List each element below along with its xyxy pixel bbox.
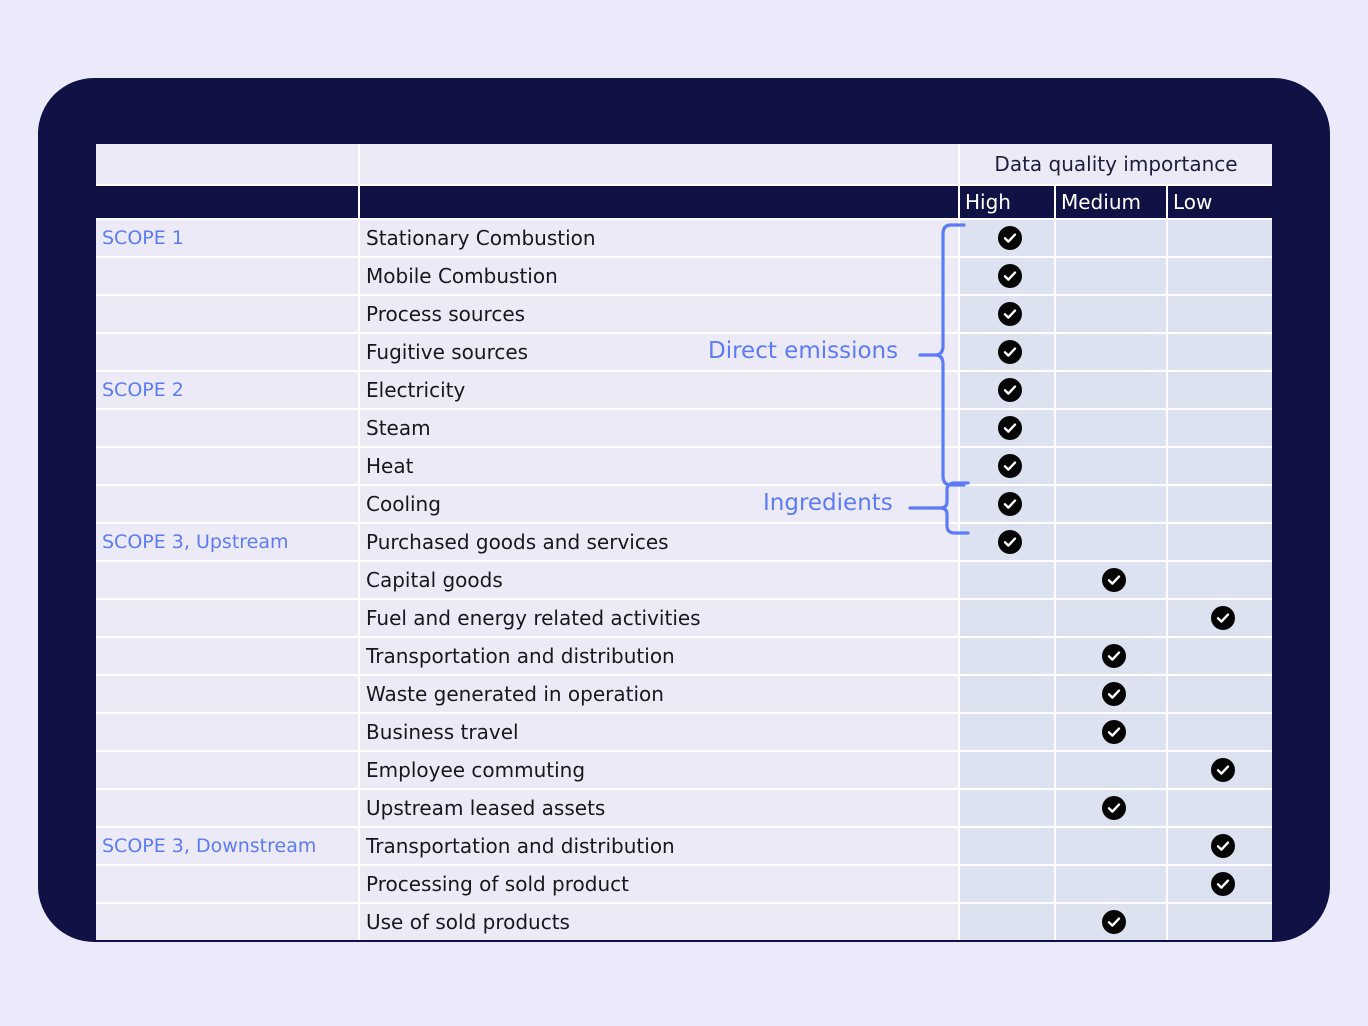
check-circle-icon xyxy=(998,492,1022,516)
scope-cell xyxy=(96,752,360,790)
category-cell: Upstream leased assets xyxy=(360,790,960,828)
importance-cell-medium[interactable] xyxy=(1056,866,1168,904)
header-level-low: Low xyxy=(1168,186,1272,220)
table-row xyxy=(96,676,1272,714)
importance-cell-high[interactable] xyxy=(960,600,1056,638)
importance-cell-high[interactable] xyxy=(960,904,1056,940)
check-circle-icon xyxy=(998,378,1022,402)
importance-cell-medium[interactable] xyxy=(1056,372,1168,410)
category-cell: Cooling xyxy=(360,486,960,524)
header-blank-category xyxy=(360,144,960,186)
importance-cell-high[interactable] xyxy=(960,410,1056,448)
table-row xyxy=(96,258,1272,296)
check-circle-icon xyxy=(998,416,1022,440)
importance-cell-low[interactable] xyxy=(1168,866,1272,904)
importance-cell-high[interactable] xyxy=(960,866,1056,904)
category-cell: Mobile Combustion xyxy=(360,258,960,296)
header-group-row xyxy=(96,144,1272,186)
table-row xyxy=(96,220,1272,258)
importance-cell-low[interactable] xyxy=(1168,904,1272,940)
scope-cell xyxy=(96,410,360,448)
scope-cell xyxy=(96,486,360,524)
importance-cell-medium[interactable] xyxy=(1056,714,1168,752)
table-row xyxy=(96,486,1272,524)
table-row xyxy=(96,410,1272,448)
importance-cell-high[interactable] xyxy=(960,638,1056,676)
scope-cell xyxy=(96,296,360,334)
importance-cell-low[interactable] xyxy=(1168,296,1272,334)
table-row xyxy=(96,334,1272,372)
importance-cell-high[interactable] xyxy=(960,676,1056,714)
check-circle-icon xyxy=(1211,606,1235,630)
check-circle-icon xyxy=(1211,834,1235,858)
category-cell: Purchased goods and services xyxy=(360,524,960,562)
table-row xyxy=(96,448,1272,486)
importance-cell-medium[interactable] xyxy=(1056,676,1168,714)
header-level-high: High xyxy=(960,186,1056,220)
check-circle-icon xyxy=(998,302,1022,326)
importance-cell-medium[interactable] xyxy=(1056,752,1168,790)
check-circle-icon xyxy=(998,530,1022,554)
matrix-table xyxy=(96,144,1272,940)
category-cell: Transportation and distribution xyxy=(360,828,960,866)
table-row xyxy=(96,638,1272,676)
scope-cell xyxy=(96,714,360,752)
importance-cell-low[interactable] xyxy=(1168,752,1272,790)
scope-cell xyxy=(96,638,360,676)
importance-cell-high[interactable] xyxy=(960,334,1056,372)
check-circle-icon xyxy=(1102,682,1126,706)
scope-cell xyxy=(96,676,360,714)
importance-cell-low[interactable] xyxy=(1168,410,1272,448)
category-cell: Business travel xyxy=(360,714,960,752)
importance-cell-medium[interactable] xyxy=(1056,638,1168,676)
importance-cell-high[interactable] xyxy=(960,562,1056,600)
curly-brace-icon-ingredients xyxy=(910,480,970,536)
table-row xyxy=(96,866,1272,904)
scope-cell xyxy=(96,562,360,600)
data-quality-matrix xyxy=(96,144,1272,934)
importance-cell-medium[interactable] xyxy=(1056,410,1168,448)
scope-cell xyxy=(96,866,360,904)
table-row xyxy=(96,600,1272,638)
header-data-quality-importance: Data quality importance xyxy=(960,144,1272,186)
importance-cell-low[interactable] xyxy=(1168,638,1272,676)
importance-cell-low[interactable] xyxy=(1168,372,1272,410)
header-blank-scope xyxy=(96,144,360,186)
category-cell: Heat xyxy=(360,448,960,486)
category-cell: Fuel and energy related activities xyxy=(360,600,960,638)
category-cell: Processing of sold product xyxy=(360,866,960,904)
curly-brace-icon-direct-emissions xyxy=(920,222,966,488)
importance-cell-low[interactable] xyxy=(1168,714,1272,752)
table-row xyxy=(96,904,1272,940)
importance-cell-high[interactable] xyxy=(960,752,1056,790)
table-row xyxy=(96,828,1272,866)
check-circle-icon xyxy=(998,226,1022,250)
table-row xyxy=(96,562,1272,600)
importance-cell-medium[interactable] xyxy=(1056,828,1168,866)
scope-cell: SCOPE 3, Upstream xyxy=(96,524,360,562)
table-row xyxy=(96,752,1272,790)
importance-cell-medium[interactable] xyxy=(1056,448,1168,486)
importance-cell-medium[interactable] xyxy=(1056,524,1168,562)
importance-cell-low[interactable] xyxy=(1168,486,1272,524)
importance-cell-low[interactable] xyxy=(1168,524,1272,562)
importance-cell-high[interactable] xyxy=(960,448,1056,486)
table-row xyxy=(96,714,1272,752)
importance-cell-medium[interactable] xyxy=(1056,562,1168,600)
importance-cell-low[interactable] xyxy=(1168,600,1272,638)
table-row xyxy=(96,524,1272,562)
check-circle-icon xyxy=(1211,758,1235,782)
scope-cell xyxy=(96,448,360,486)
annotation-label-direct-emissions: Direct emissions xyxy=(708,338,899,364)
importance-cell-high[interactable] xyxy=(960,524,1056,562)
check-circle-icon xyxy=(1211,872,1235,896)
importance-cell-low[interactable] xyxy=(1168,562,1272,600)
importance-cell-medium[interactable] xyxy=(1056,334,1168,372)
importance-cell-low[interactable] xyxy=(1168,334,1272,372)
importance-cell-medium[interactable] xyxy=(1056,296,1168,334)
category-cell: Waste generated in operation xyxy=(360,676,960,714)
importance-cell-high[interactable] xyxy=(960,258,1056,296)
scope-cell xyxy=(96,258,360,296)
importance-cell-low[interactable] xyxy=(1168,258,1272,296)
importance-cell-medium[interactable] xyxy=(1056,220,1168,258)
category-cell: Fugitive sources xyxy=(360,334,960,372)
importance-cell-high[interactable] xyxy=(960,790,1056,828)
importance-cell-high[interactable] xyxy=(960,828,1056,866)
scope-cell xyxy=(96,904,360,940)
category-cell: Use of sold products xyxy=(360,904,960,940)
importance-cell-medium[interactable] xyxy=(1056,258,1168,296)
importance-cell-high[interactable] xyxy=(960,296,1056,334)
importance-cell-low[interactable] xyxy=(1168,790,1272,828)
importance-cell-medium[interactable] xyxy=(1056,790,1168,828)
matrix-body xyxy=(96,144,1272,940)
scope-cell: SCOPE 3, Downstream xyxy=(96,828,360,866)
check-circle-icon xyxy=(1102,910,1126,934)
scope-cell xyxy=(96,600,360,638)
header-category-column xyxy=(360,186,960,220)
scope-cell: SCOPE 1 xyxy=(96,220,360,258)
category-cell: Stationary Combustion xyxy=(360,220,960,258)
importance-cell-high[interactable] xyxy=(960,220,1056,258)
importance-cell-high[interactable] xyxy=(960,714,1056,752)
header-level-medium: Medium xyxy=(1056,186,1168,220)
importance-cell-medium[interactable] xyxy=(1056,486,1168,524)
scope-cell: SCOPE 2 xyxy=(96,372,360,410)
category-cell: Capital goods xyxy=(360,562,960,600)
importance-cell-high[interactable] xyxy=(960,372,1056,410)
table-row xyxy=(96,790,1272,828)
category-cell: Transportation and distribution xyxy=(360,638,960,676)
importance-cell-low[interactable] xyxy=(1168,448,1272,486)
annotation-label-ingredients: Ingredients xyxy=(763,490,893,516)
check-circle-icon xyxy=(1102,796,1126,820)
importance-cell-low[interactable] xyxy=(1168,676,1272,714)
category-cell: Electricity xyxy=(360,372,960,410)
category-cell: Employee commuting xyxy=(360,752,960,790)
check-circle-icon xyxy=(998,340,1022,364)
table-row xyxy=(96,296,1272,334)
importance-cell-high[interactable] xyxy=(960,486,1056,524)
category-cell: Steam xyxy=(360,410,960,448)
scope-cell xyxy=(96,334,360,372)
importance-cell-low[interactable] xyxy=(1168,828,1272,866)
check-circle-icon xyxy=(998,454,1022,478)
importance-cell-medium[interactable] xyxy=(1056,600,1168,638)
check-circle-icon xyxy=(998,264,1022,288)
check-circle-icon xyxy=(1102,568,1126,592)
check-circle-icon xyxy=(1102,644,1126,668)
header-scope-column xyxy=(96,186,360,220)
check-circle-icon xyxy=(1102,720,1126,744)
category-cell: Process sources xyxy=(360,296,960,334)
importance-cell-low[interactable] xyxy=(1168,220,1272,258)
table-row xyxy=(96,372,1272,410)
importance-cell-medium[interactable] xyxy=(1056,904,1168,940)
scope-cell xyxy=(96,790,360,828)
header-level-row xyxy=(96,186,1272,220)
